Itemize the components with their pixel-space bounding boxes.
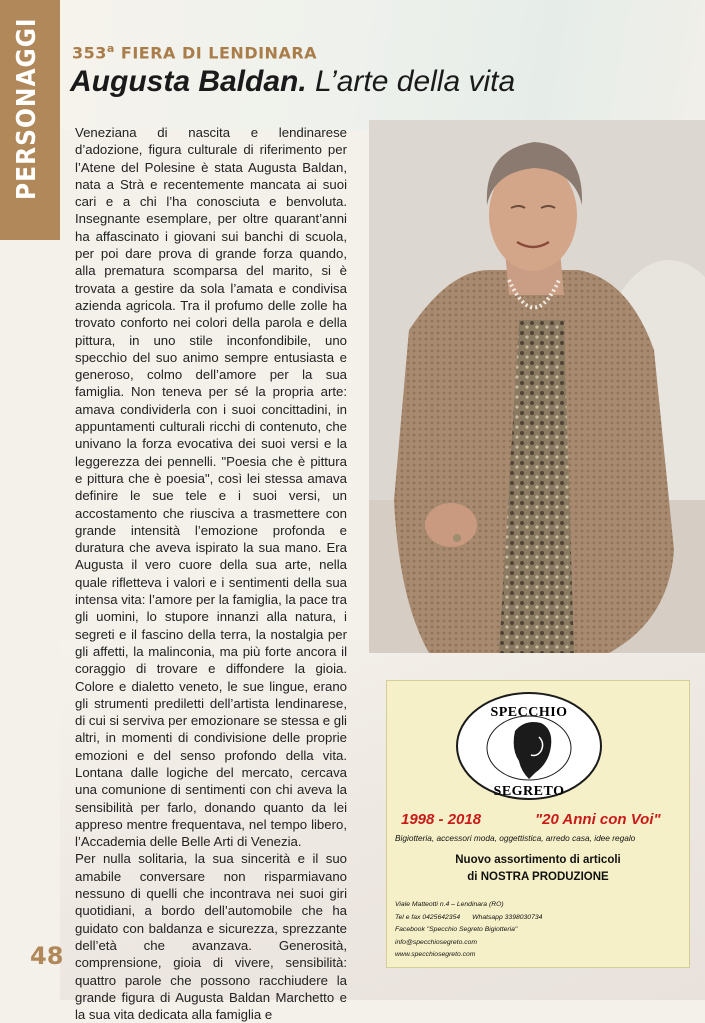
event-kicker: [72, 42, 317, 62]
portrait-illustration: [369, 120, 705, 653]
ad-address: Viale Matteotti n.4 – Lendinara (RO): [395, 901, 504, 908]
ad-logo: [455, 691, 603, 801]
ad-products: Bigiotteria, accessori moda, oggettistica, arredo casa, idee regalo: [395, 833, 636, 843]
ad-logo-bottom-text: SEGRETO: [493, 784, 565, 799]
title-name: Augusta Baldan.: [70, 65, 307, 98]
advertisement: [386, 680, 690, 968]
ad-email: info@specchiosegreto.com: [395, 938, 478, 946]
ad-contact: [395, 899, 685, 962]
kicker-number: 353: [72, 43, 107, 63]
ad-anniversary: "20 Anni con Voi": [535, 811, 661, 828]
page-number: 48: [30, 942, 64, 970]
article-title: [70, 65, 515, 99]
ad-facebook: Facebook "Specchio Segreto Bigiotteria": [395, 926, 518, 934]
article-paragraph-2: Per nulla solitaria, la sua sincerità e il suo amabile conversare non risparmiavano nessuno di quelli che incontrava nei suoi giri quotidiani, a bordo dell’automobile che ha guidato con baldanza e sicurezza, sprezzante dell’età che avanzava. Generosità, comprensione, gioia di vivere, sensibilità: quattro parole che possono racchiudere la grande figura di Augusta Baldan Marchetto e la sua vita dedicata alla famiglia e: [75, 851, 347, 1023]
ad-headline-1: Nuovo assortimento di articoli: [455, 854, 621, 866]
ad-phones: [395, 912, 685, 925]
ad-whatsapp: Whatsapp 3398030734: [472, 913, 543, 921]
article-body: [75, 124, 347, 1023]
ad-website: www.specchiosegreto.com: [395, 951, 476, 959]
section-label: PERSONAGGI: [12, 17, 42, 200]
ad-headline-2: di NOSTRA PRODUZIONE: [467, 871, 609, 883]
title-subtitle: L’arte della vita: [306, 65, 516, 98]
portrait-photo: [369, 120, 705, 653]
kicker-ordinal: a: [106, 42, 115, 55]
ad-logo-top-text: SPECCHIO: [490, 705, 568, 720]
kicker-event: FIERA DI LENDINARA: [114, 43, 318, 63]
section-band: [0, 0, 60, 240]
article-paragraph-1: Veneziana di nascita e lendinarese d’adozione, figura culturale di riferimento per l’Atene del Polesine è stata Augusta Baldan, nata a Strà e recentemente mancata ai suoi cari e a chi l’ha conosciuta e benvoluta. Insegnante esemplare, per oltre quarant’anni ha affascinato i giovani sui banchi di scuola, per poi dare prova di grande forza quando, alla prematura scomparsa del marito, si è trovata a gestire da sola l’amata e condivisa azienda agricola. Tra il profumo delle zolle ha trovato conforto nei colori della parola e della pittura, in uno stile inconfondibile, uno specchio del suo animo sempre entusiasta e generoso, colmo dell’amore per la sua famiglia. Non teneva per sé la propria arte: amava condividerla con i suoi concittadini, in appuntamenti culturali ricchi di contenuto, che univano la forza evocativa dei suoi versi e la leggerezza dei pennelli. "Poesia che è pittura e pittura che è poesia", così lei stessa amava definire le sue tele e i suoi versi, un accostamento che riusciva a trasmettere con grande intensità l’emozione profonda e duratura che aveva ispirato la sua mano. Era Augusta il vero cuore della sua arte, nella quale rifletteva i valori e i sentimenti della sua intensa vita: l’amore per la famiglia, la pace tra gli uomini, lo stupore innanzi alla natura, i segreti e il fascino della terra, la nostalgia per gli affetti, la malinconia, ma più forte ancora il coraggio di trovare e diffondere la gioia. Colore e dialetto veneto, le sue lingue, erano gli strumenti prediletti dell’artista lendinarese, di cui si serviva per emozionare se stessa e gli altri, in momenti di condivisione delle proprie emozioni e del senso profondo della vita. Lontana dalle logiche del mercato, cercava una comunione di sentimenti con chi aveva la sensibilità per farlo, donando quanto da lei appreso mentre frequentava, nel tempo libero, l’Accademia delle Belle Arti di Venezia.: [75, 125, 347, 850]
ad-phone: Tel e fax 0425642354: [395, 913, 461, 921]
ad-years: 1998 - 2018: [401, 811, 482, 828]
